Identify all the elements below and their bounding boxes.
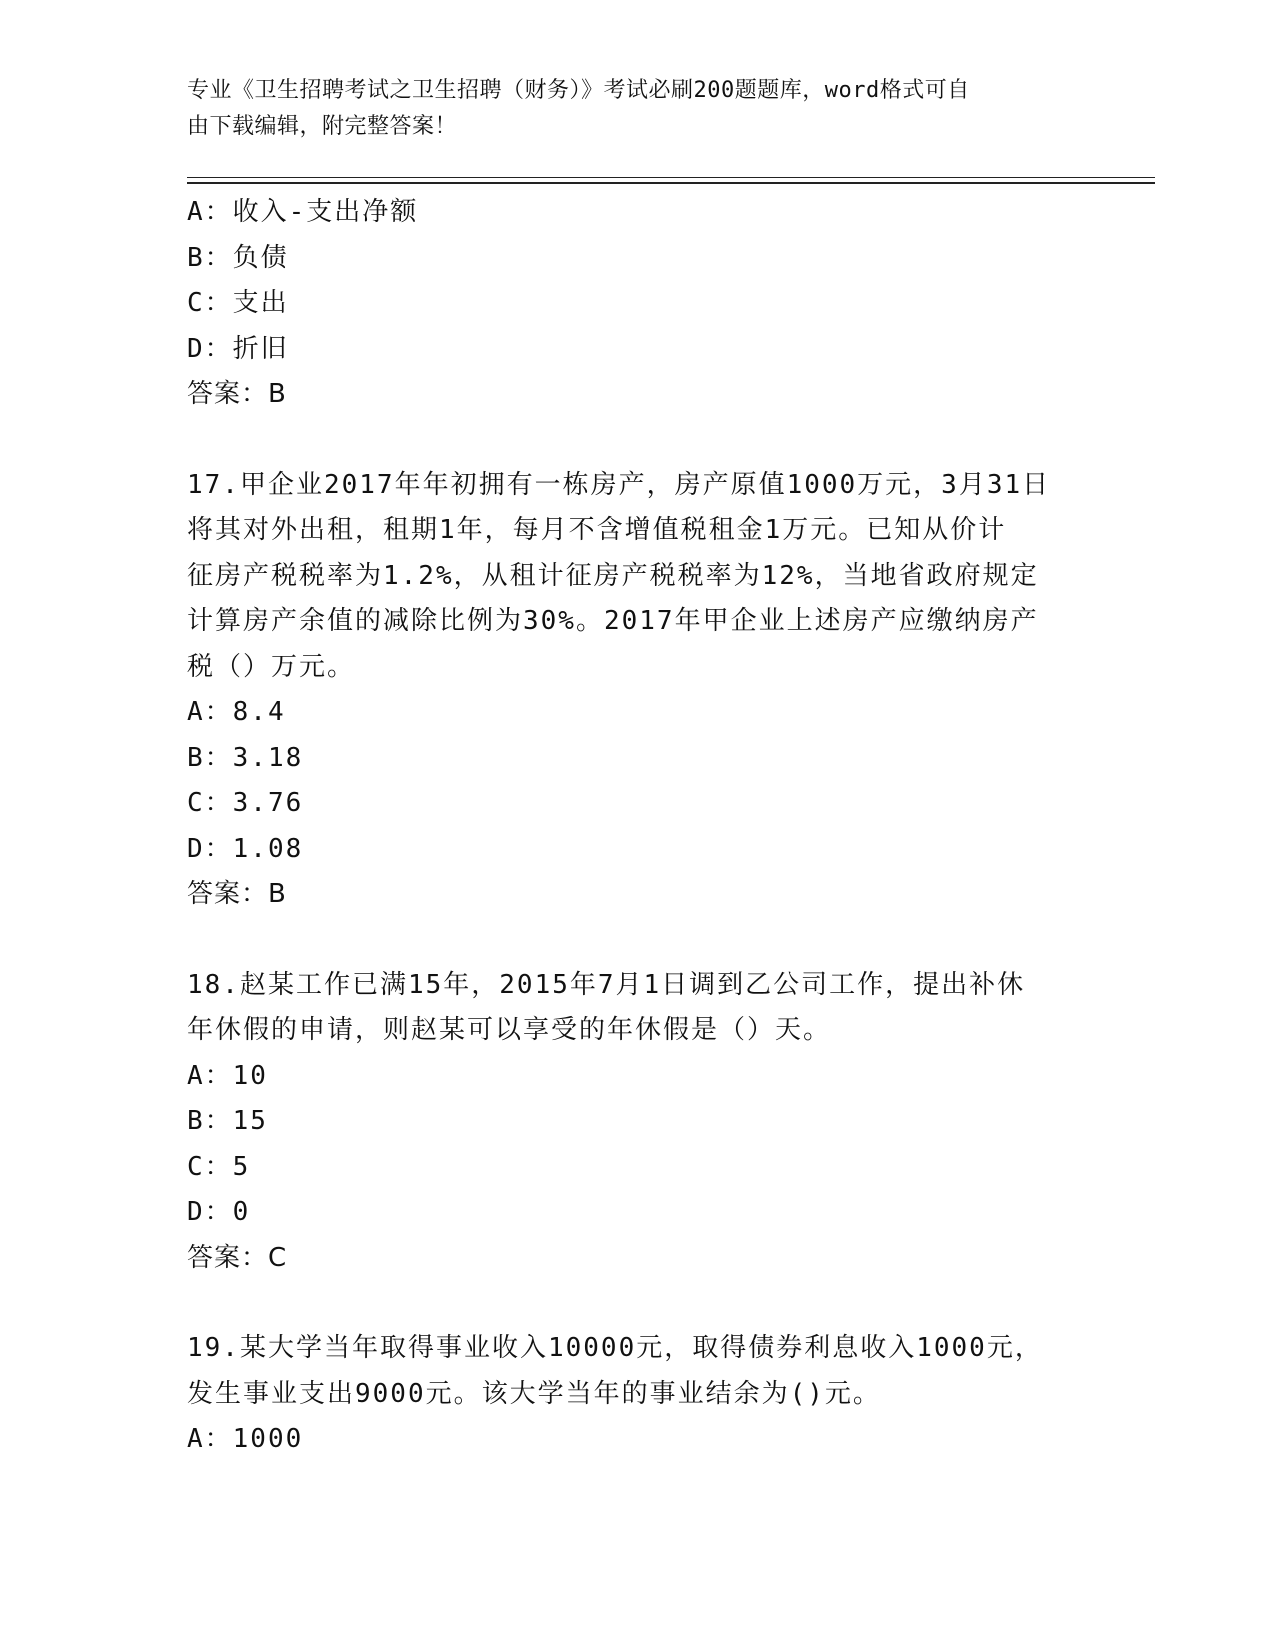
option-b: B：15 [187, 1106, 268, 1136]
stem-line: 17.甲企业2017年年初拥有一栋房产，房产原值1000万元，3月31日 [187, 469, 1051, 500]
stem-line: 19.某大学当年取得事业收入10000元，取得债券利息收入1000元， [187, 1333, 1043, 1363]
answer-18: 答案：C [187, 1242, 288, 1273]
option-d: D：折旧 [187, 333, 289, 364]
header-divider-bottom [187, 182, 1155, 184]
question-19 [187, 1326, 1087, 1463]
question-17-stem [187, 463, 1077, 691]
question-19-stem [187, 1326, 1077, 1417]
option-a: A：收入-支出净额 [187, 197, 419, 227]
question-list [187, 190, 1087, 1463]
stem-line: 税（）万元。 [187, 651, 356, 682]
question-18 [187, 963, 1087, 1282]
question-18-stem [187, 963, 1077, 1054]
option-a: A：10 [187, 1060, 268, 1091]
option-a: A：1000 [187, 1424, 304, 1454]
spacer [187, 918, 1087, 963]
stem-line: 将其对外出租，租期1年，每月不含增值税租金1万元。已知从价计 [187, 515, 1007, 545]
spacer [187, 418, 1087, 463]
header-line-2: 由下载编辑，附完整答案！ [187, 114, 458, 139]
question-16-options [187, 190, 1087, 418]
document-header [187, 73, 1067, 145]
option-d: D：1.08 [187, 833, 304, 864]
option-a: A：8.4 [187, 697, 286, 727]
option-b: B：负债 [187, 242, 289, 273]
stem-line: 18.赵某工作已满15年，2015年7月1日调到乙公司工作，提出补休 [187, 969, 1026, 1000]
question-17 [187, 463, 1087, 918]
answer-17: 答案：B [187, 879, 287, 909]
stem-line: 征房产税税率为1.2%，从租计征房产税税率为12%，当地省政府规定 [187, 560, 1039, 591]
answer-16: 答案：B [187, 379, 287, 409]
header-line-1: 专业《卫生招聘考试之卫生招聘（财务）》考试必刷200题题库，word格式可自 [187, 78, 970, 103]
stem-line: 发生事业支出9000元。该大学当年的事业结余为()元。 [187, 1378, 881, 1409]
header-divider-top [187, 177, 1155, 178]
spacer [187, 1281, 1087, 1326]
option-b: B：3.18 [187, 742, 304, 773]
stem-line: 计算房产余值的减除比例为30%。2017年甲企业上述房产应缴纳房产 [187, 606, 1039, 636]
option-d: D：0 [187, 1197, 251, 1227]
option-c: C：3.76 [187, 788, 304, 818]
option-c: C：支出 [187, 288, 289, 318]
option-c: C：5 [187, 1151, 251, 1182]
stem-line: 年休假的申请，则赵某可以享受的年休假是（）天。 [187, 1015, 832, 1045]
